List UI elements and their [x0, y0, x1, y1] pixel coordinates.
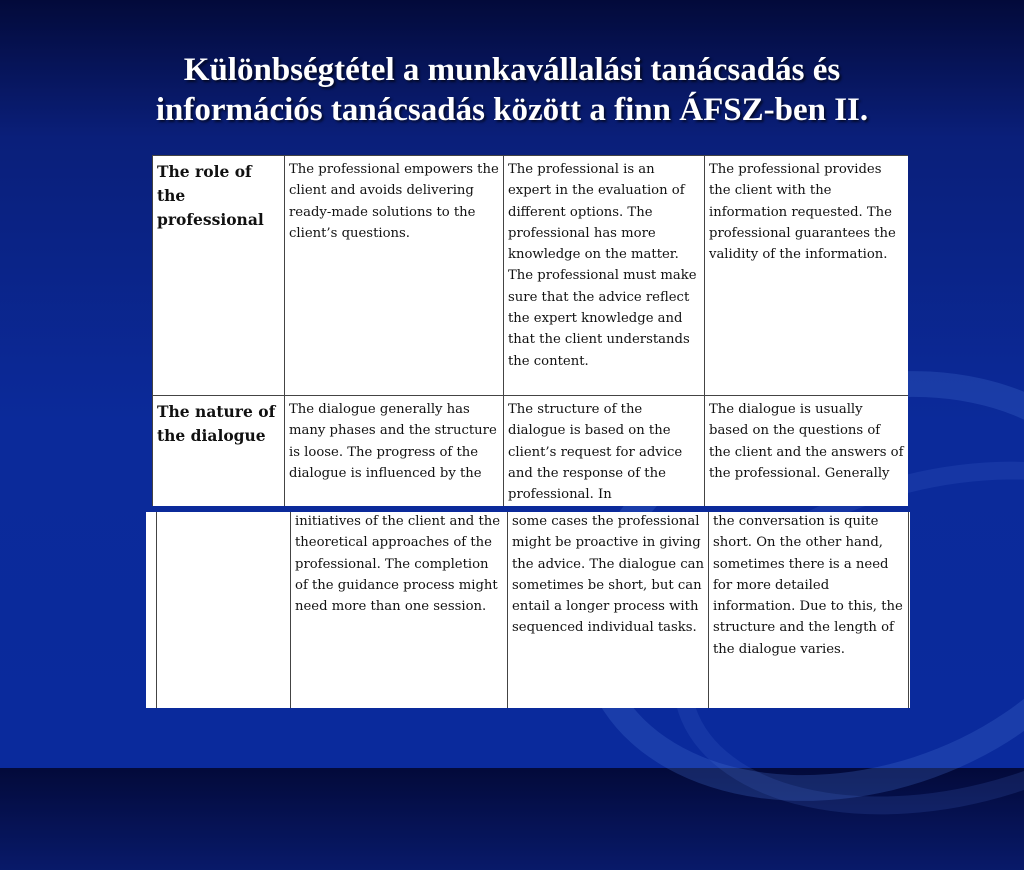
table-row-dialogue [153, 396, 909, 507]
comparison-table-continuation [156, 512, 909, 708]
comparison-table [152, 155, 908, 506]
cell-continuation-header [157, 512, 291, 708]
cell-dialogue-col2: The structure of the dialogue is based on the client’s request for advice and the response of the professional. In [504, 396, 705, 507]
cell-continuation-col3: the conversation is quite short. On the other hand, sometimes there is a need for more detailed information. Due to this, the structure and the length of the dialogue varies. [709, 512, 909, 708]
table-image-bottom [146, 512, 910, 708]
cell-dialogue-col1: The dialogue generally has many phases and the structure is loose. The progress of the dialogue is influenced by the [285, 396, 504, 507]
cell-continuation-col2: some cases the professional might be proactive in giving the advice. The dialogue can sometimes be short, but can entail a longer process with sequenced individual tasks. [508, 512, 709, 708]
cell-continuation-col1: initiatives of the client and the theoretical approaches of the professional. The completion of the guidance process might need more than one session. [291, 512, 508, 708]
row-header-dialogue: The nature of the dialogue [153, 396, 285, 507]
slide-title-line-1: Különbségtétel a munkavállalási tanácsadás és [183, 52, 841, 88]
table-image-top [152, 155, 908, 506]
cell-role-col2: The professional is an expert in the evaluation of different options. The professional has more knowledge on the matter. The professional must make sure that the advice reflect the expert knowledge and that the client understands the content. [504, 156, 705, 396]
cell-role-col1: The professional empowers the client and avoids delivering ready-made solutions to the client’s questions. [285, 156, 504, 396]
table-row-dialogue-continued [157, 512, 909, 708]
cell-role-col3: The professional provides the client with the information requested. The professional guarantees the validity of the information. [705, 156, 909, 396]
table-row-role [153, 156, 909, 396]
slide-title [0, 50, 1024, 130]
row-header-role: The role of the professional [153, 156, 285, 396]
cell-dialogue-col3: The dialogue is usually based on the questions of the client and the answers of the professional. Generally [705, 396, 909, 507]
slide-title-line-2: információs tanácsadás között a finn ÁFSZ-ben II. [155, 92, 869, 128]
